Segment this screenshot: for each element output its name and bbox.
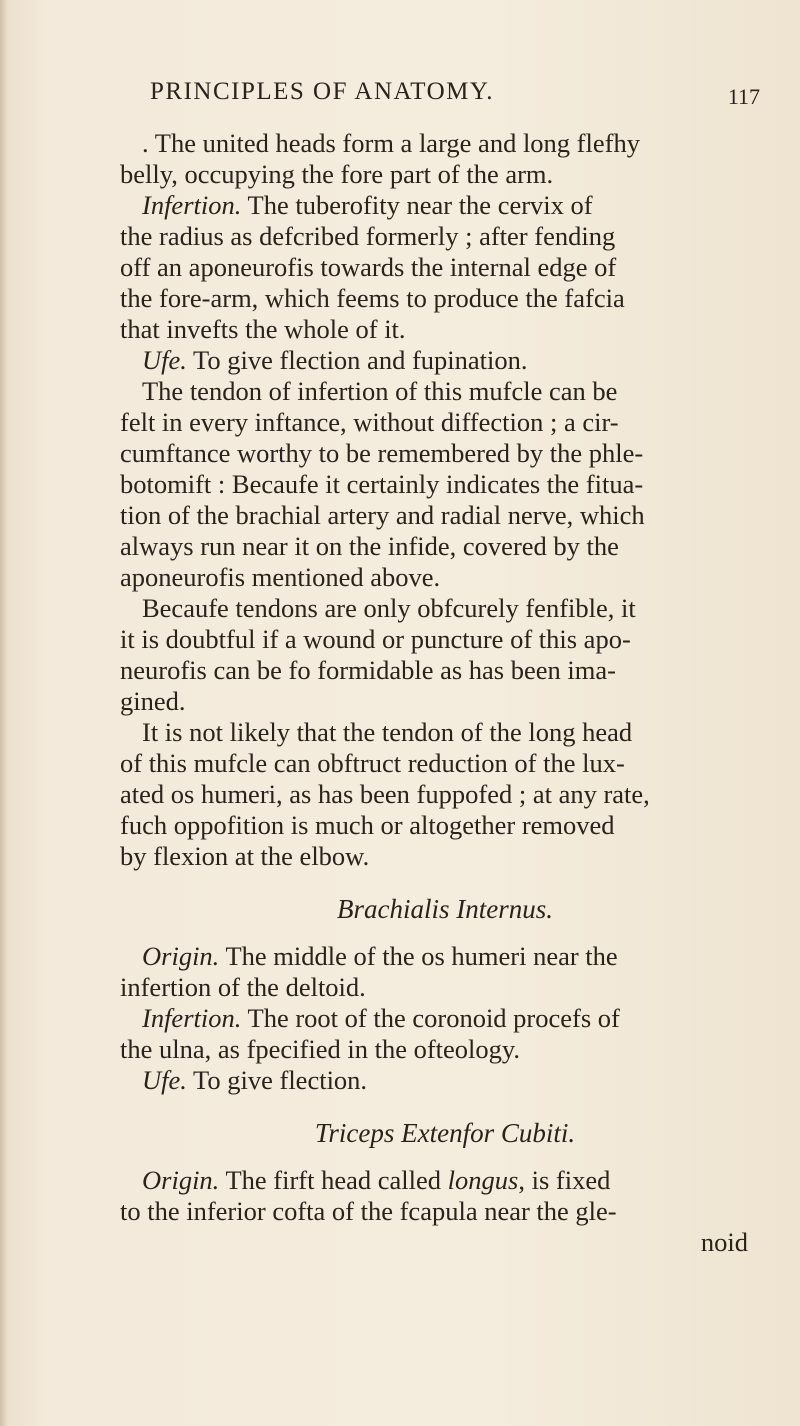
section-label: Infertion. (142, 1003, 242, 1033)
section-heading: Brachialis Internus. (337, 894, 553, 924)
text-line (120, 1165, 770, 1196)
text-span: The tuberofity near the cervix of (241, 190, 593, 220)
running-head: PRINCIPLES OF ANATOMY. (150, 78, 494, 105)
catchword: noid (700, 1227, 748, 1257)
text-line: infertion of the deltoid. (120, 972, 366, 1002)
text-span: The root of the coronoid procefs of (241, 1003, 620, 1033)
text-line: to the inferior cofta of the fcapula near the gle- (120, 1196, 617, 1226)
latin-term: longus (447, 1165, 519, 1195)
text-line: the radius as defcribed formerly ; after fending (120, 221, 616, 251)
text-line: it is doubtful if a wound or puncture of this apo- (120, 624, 631, 654)
text-line: tion of the brachial artery and radial nerve, which (120, 500, 645, 530)
page-header (150, 78, 760, 118)
text-line: belly, occupying the fore part of the arm. (120, 159, 554, 189)
section-label: Ufe. (142, 345, 187, 375)
text-line (120, 1003, 770, 1034)
page-number: 117 (727, 84, 760, 109)
section-label: Infertion. (142, 190, 242, 220)
text-span: To give flection and fupination. (186, 345, 528, 375)
text-line: cumftance worthy to be remembered by the phle- (120, 438, 644, 468)
body-text (120, 128, 770, 1258)
text-line: aponeurofis mentioned above. (120, 562, 441, 592)
text-line (120, 190, 770, 221)
text-span: To give flection. (186, 1065, 368, 1095)
gutter-shadow (0, 0, 8, 1426)
text-line: the ulna, as fpecified in the ofteology. (120, 1034, 521, 1064)
text-line: . The united heads form a large and long flefhy (142, 128, 640, 158)
text-span: The firft head called (219, 1165, 448, 1195)
text-line: off an aponeurofis towards the internal edge of (120, 252, 617, 282)
text-line: ated os humeri, as has been fuppofed ; at any rate, (120, 779, 650, 809)
text-line: botomift : Becaufe it certainly indicates the fitua- (120, 469, 644, 499)
text-line: gined. (120, 686, 186, 716)
text-line (120, 941, 770, 972)
text-line: always run near it on the infide, covered by the (120, 531, 619, 561)
text-line: fuch oppofition is much or altogether removed (120, 810, 615, 840)
text-line: It is not likely that the tendon of the long head (142, 717, 633, 747)
text-line: that invefts the whole of it. (120, 314, 406, 344)
text-line: Becaufe tendons are only obfcurely fenfible, it (142, 593, 636, 623)
section-label: Origin. (142, 1165, 220, 1195)
text-line: by flexion at the elbow. (120, 841, 370, 871)
text-line: neurofis can be fo formidable as has been ima- (120, 655, 616, 685)
section-label: Origin. (142, 941, 220, 971)
text-line: felt in every inftance, without diffection ; a cir- (120, 407, 619, 437)
text-line: The tendon of infertion of this mufcle can be (142, 376, 618, 406)
text-span: The middle of the os humeri near the (219, 941, 618, 971)
section-label: Ufe. (142, 1065, 187, 1095)
text-line: of this mufcle can obftruct reduction of the lux- (120, 748, 625, 778)
text-line (120, 345, 770, 376)
text-line: the fore-arm, which feems to produce the fafcia (120, 283, 625, 313)
text-span: , is fixed (518, 1165, 611, 1195)
section-heading: Triceps Extenfor Cubiti. (314, 1118, 576, 1148)
text-line (120, 1065, 770, 1096)
